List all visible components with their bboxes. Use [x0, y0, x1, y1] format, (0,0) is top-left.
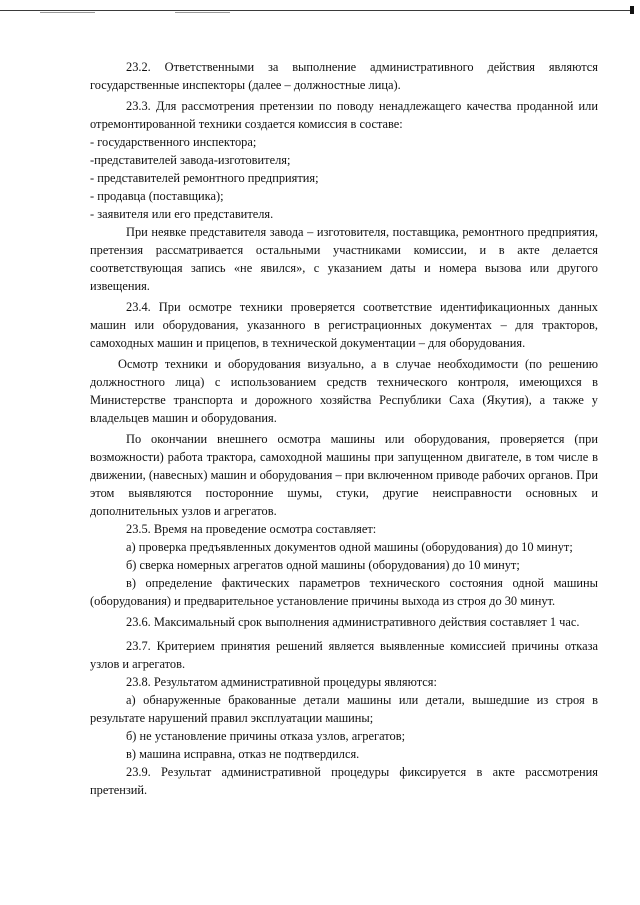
- paragraph-23-5-b: б) сверка номерных агрегатов одной машины (оборудования) до 10 минут;: [126, 558, 520, 572]
- paragraph-23-5-c: в) определение фактических параметров технического состояния одной машины (оборудования) и предварительное установление причины выхода из строя до 30 минут.: [90, 576, 598, 608]
- scan-artifact-line: [175, 12, 230, 13]
- paragraph-23-5-a: а) проверка предъявленных документов одной машины (оборудования) до 10 минут;: [126, 540, 573, 554]
- scan-corner-mark: [630, 6, 634, 14]
- paragraph-23-8-a: а) обнаруженные бракованные детали машины или детали, вышедшие из строя в результате нарушений правил эксплуатации машины;: [90, 693, 598, 725]
- list-item: - государственного инспектора;: [90, 135, 257, 149]
- paragraph-23-3: 23.3. Для рассмотрения претензии по поводу ненадлежащего качества проданной или отремонтированной техники создается комиссия в составе:: [90, 99, 598, 131]
- scan-artifact-line: [40, 12, 95, 13]
- paragraph-external-inspection: По окончании внешнего осмотра машины или оборудования, проверяется (при возможности) работа трактора, самоходной машины при запущенном двигателе, в том числе в движении, (навесных) машин и оборудования – при включенном приводе рабочих органов. При этом выявляются посторонние шумы, стуки, другие неисправности основных и дополнительных узлов и агрегатов.: [90, 432, 598, 518]
- document-page: [90, 58, 598, 799]
- list-item: - представителей ремонтного предприятия;: [90, 171, 319, 185]
- paragraph-23-4: 23.4. При осмотре техники проверяется соответствие идентификационных данных машин или оборудования, указанного в регистрационных документах – для тракторов, самоходных машин и прицепов, в технической документации – для оборудования.: [90, 300, 598, 350]
- paragraph-23-8: 23.8. Результатом административной процедуры являются:: [126, 675, 437, 689]
- paragraph-23-2: 23.2. Ответственными за выполнение административного действия являются государственные инспекторы (далее – должностные лица).: [90, 60, 598, 92]
- paragraph-absence: При неявке представителя завода – изготовителя, поставщика, ремонтного предприятия, претензия рассматривается остальными участниками комиссии, и в акте делается соответствующая запись «не явился», с указанием даты и номера вызова или другого извещения.: [90, 225, 598, 293]
- paragraph-23-8-b: б) не установление причины отказа узлов, агрегатов;: [126, 729, 406, 743]
- paragraph-23-9: 23.9. Результат административной процедуры фиксируется в акте рассмотрения претензий.: [90, 765, 598, 797]
- paragraph-23-7: 23.7. Критерием принятия решений является выявленные комиссией причины отказа узлов и агрегатов.: [90, 639, 598, 671]
- paragraph-23-8-c: в) машина исправна, отказ не подтвердился.: [126, 747, 360, 761]
- list-item: - заявителя или его представителя.: [90, 207, 274, 221]
- paragraph-inspection: Осмотр техники и оборудования визуально, а в случае необходимости (по решению должностного лица) с использованием средств технического контроля, имеющихся в Министерстве транспорта и дорожного хозяйства Республики Саха (Якутия), а также у владельцев машин и оборудования.: [90, 357, 598, 425]
- paragraph-23-6: 23.6. Максимальный срок выполнения административного действия составляет 1 час.: [126, 615, 580, 629]
- commission-list: [90, 133, 598, 223]
- paragraph-23-5: 23.5. Время на проведение осмотра составляет:: [126, 522, 377, 536]
- list-item: -представителей завода-изготовителя;: [90, 153, 291, 167]
- list-item: - продавца (поставщика);: [90, 189, 224, 203]
- scan-edge-line: [0, 10, 632, 11]
